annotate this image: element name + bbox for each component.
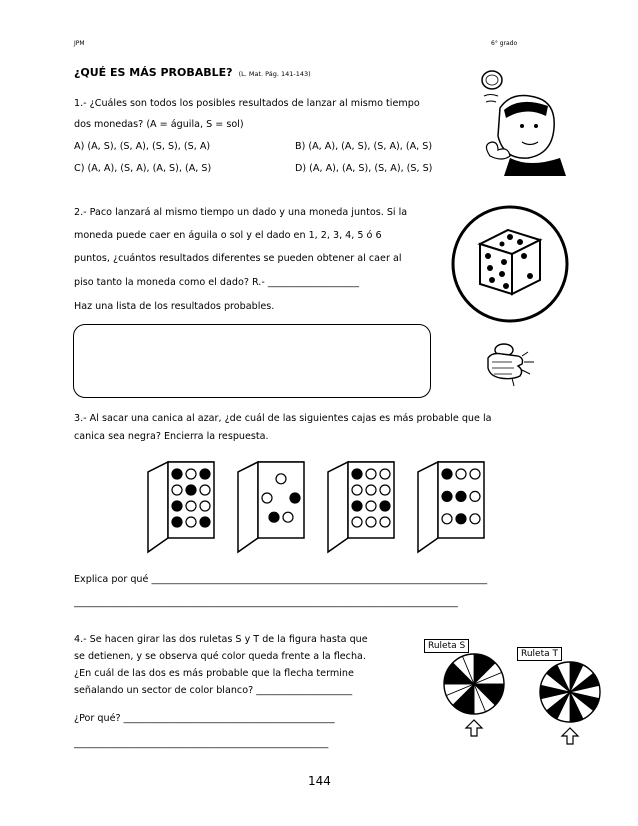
white-marble [366, 501, 376, 511]
white-marble [200, 501, 210, 511]
black-marble [456, 491, 466, 501]
white-marble [442, 514, 452, 524]
roulette-s-label: Ruleta S [424, 639, 469, 653]
white-marble [283, 512, 293, 522]
q2-line1: 2.- Paco lanzará al mismo tiempo un dado y una moneda juntos. Si la [74, 207, 408, 218]
header-right: 6° grado [491, 40, 518, 47]
q1-line1: 1.- ¿Cuáles son todos los posibles resultados de lanzar al mismo tiempo [74, 98, 420, 109]
white-marble [380, 517, 390, 527]
q1-option-a[interactable]: A) (A, S), (S, A), (S, S), (S, A) [74, 141, 211, 152]
q3-blank-line[interactable]: ________________________________________________________________________________ [74, 597, 458, 608]
black-marble [200, 469, 210, 479]
boy-coin-illustration [470, 68, 580, 178]
roulettes [440, 650, 610, 750]
white-marble [470, 491, 480, 501]
black-marble [172, 469, 182, 479]
white-marble [380, 485, 390, 495]
black-marble [269, 512, 279, 522]
q4-line1: 4.- Se hacen girar las dos ruletas S y T de la figura hasta que [74, 634, 368, 645]
q2-line5: Haz una lista de los resultados probables. [74, 301, 275, 312]
q4-line5[interactable]: ¿Por qué? ____________________________________________ [74, 713, 335, 724]
black-marble [456, 514, 466, 524]
black-marble [380, 501, 390, 511]
q2-line2: moneda puede caer en águila o sol y el dado en 1, 2, 3, 4, 5 ó 6 [74, 230, 382, 241]
white-marble [186, 501, 196, 511]
q1-line2: dos monedas? (A = águila, S = sol) [74, 119, 244, 130]
marble-box[interactable] [238, 462, 304, 552]
q3-line1: 3.- Al sacar una canica al azar, ¿de cuál de las siguientes cajas es más probable que la [74, 413, 492, 424]
white-marble [366, 517, 376, 527]
hand-coin-illustration [482, 338, 542, 388]
q2-line3: puntos, ¿cuántos resultados diferentes se pueden obtener al caer al [74, 253, 402, 264]
black-marble [352, 469, 362, 479]
white-marble [470, 514, 480, 524]
roulette-t-label: Ruleta T [517, 647, 562, 661]
up-arrow-icon [466, 720, 482, 736]
marble-box[interactable] [418, 462, 484, 552]
q2-line4: piso tanto la moneda como el dado? R.- ___________________ [74, 277, 360, 288]
q3-line2: canica sea negra? Encierra la respuesta. [74, 431, 269, 442]
white-marble [366, 469, 376, 479]
white-marble [200, 485, 210, 495]
marble-box[interactable] [328, 462, 394, 552]
white-marble [352, 485, 362, 495]
page-title [74, 66, 311, 79]
title-main: ¿QUÉ ES MÁS PROBABLE? [74, 66, 233, 79]
roulette-t [540, 662, 600, 744]
up-arrow-icon [562, 728, 578, 744]
white-marble [276, 474, 286, 484]
marble-box[interactable] [148, 462, 214, 552]
white-marble [262, 493, 272, 503]
white-marble [470, 469, 480, 479]
title-reference: (L. Mat. Pág. 141-143) [238, 70, 311, 78]
black-marble [200, 517, 210, 527]
roulette-s [444, 654, 504, 736]
black-marble [352, 501, 362, 511]
q4-line4[interactable]: señalando un sector de color blanco? ____________________ [74, 685, 353, 696]
white-marble [380, 469, 390, 479]
q4-line2: se detienen, y se observa qué color queda frente a la flecha. [74, 651, 366, 662]
page-number: 144 [308, 774, 331, 788]
q1-option-d[interactable]: D) (A, A), (A, S), (S, A), (S, S) [295, 163, 433, 174]
black-marble [172, 517, 182, 527]
die-illustration [450, 204, 570, 324]
black-marble [172, 501, 182, 511]
black-marble [186, 485, 196, 495]
black-marble [442, 491, 452, 501]
q1-option-c[interactable]: C) (A, A), (S, A), (A, S), (A, S) [74, 163, 212, 174]
white-marble [172, 485, 182, 495]
q4-line6[interactable]: _____________________________________________________ [74, 738, 329, 749]
white-marble [456, 469, 466, 479]
black-marble [290, 493, 300, 503]
marble-boxes [140, 460, 520, 560]
header-left: JPM [74, 40, 85, 47]
q1-option-b[interactable]: B) (A, A), (A, S), (S, A), (A, S) [295, 141, 433, 152]
white-marble [352, 517, 362, 527]
white-marble [186, 517, 196, 527]
white-marble [186, 469, 196, 479]
black-marble [442, 469, 452, 479]
white-marble [366, 485, 376, 495]
q4-line3: ¿En cuál de las dos es más probable que la flecha termine [74, 668, 354, 679]
q3-explain-line[interactable]: Explica por qué ______________________________________________________________________ [74, 574, 488, 585]
answer-box[interactable] [73, 324, 431, 398]
